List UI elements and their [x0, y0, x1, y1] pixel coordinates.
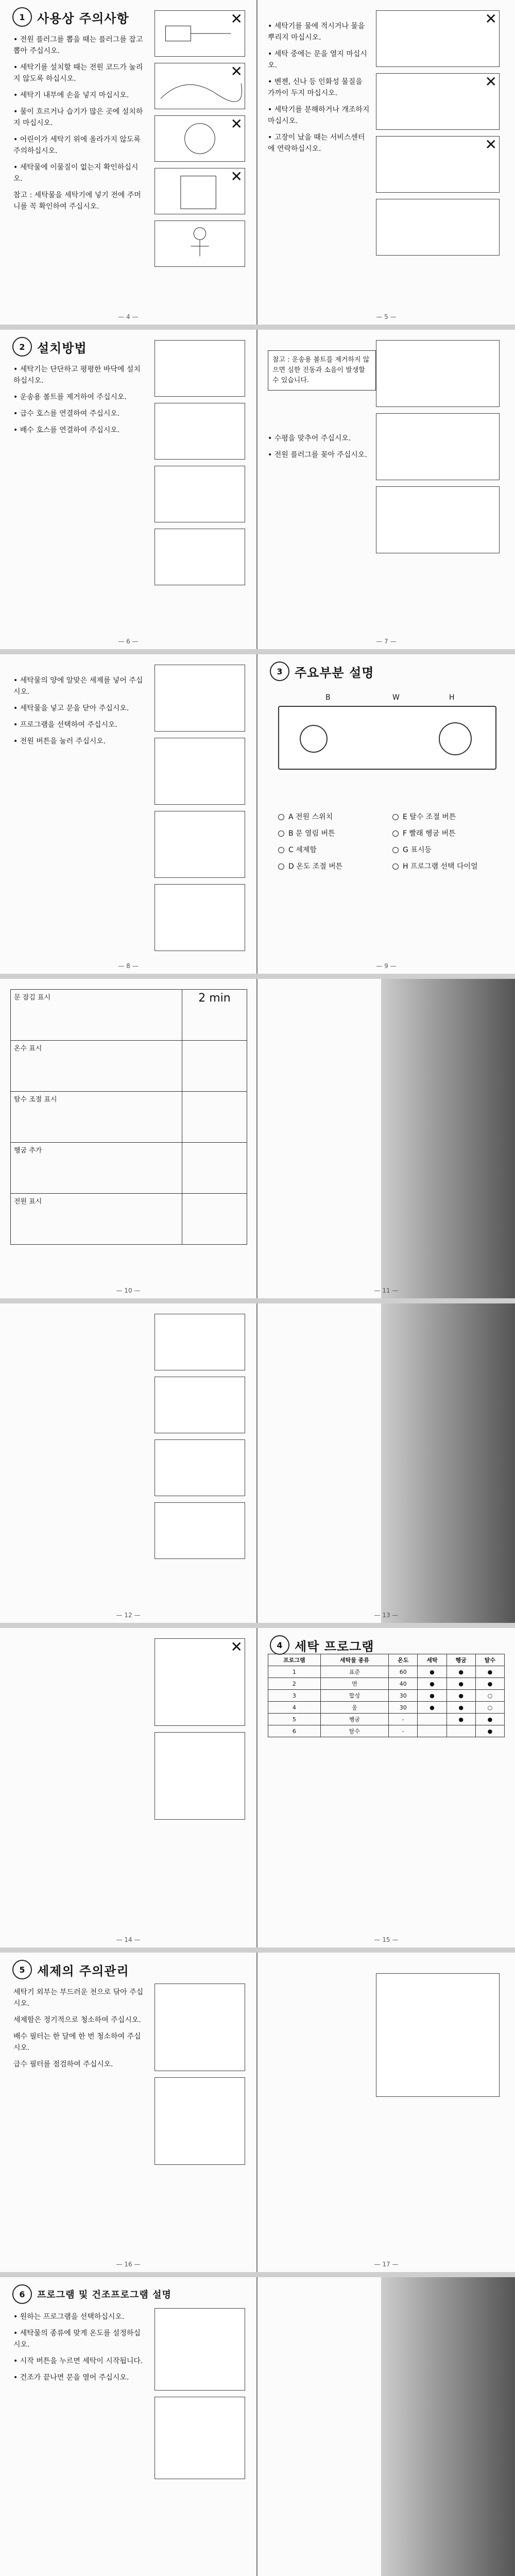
paragraph: • 물이 흐르거나 습기가 많은 곳에 설치하지 마십시오. — [13, 108, 143, 127]
section-header — [12, 337, 87, 357]
caution-note: 참고 : 운송용 볼트를 제거하지 않으면 심한 진동과 소음이 발생할 수 있습니다. — [268, 350, 376, 391]
text-column — [13, 2311, 147, 2388]
prohibited-icon: ✕ — [230, 1638, 243, 1655]
section-number: 6 — [12, 2284, 32, 2304]
paragraph: • 수평을 맞추어 주십시오. — [268, 434, 351, 443]
page-right — [258, 330, 515, 649]
section-title: 프로그램 및 건조프로그램 설명 — [37, 2290, 171, 2300]
figure-column — [154, 665, 247, 957]
illustration-drawer-1 — [154, 1314, 245, 1370]
page-gap — [0, 1298, 515, 1303]
list-item: D 온도 조절 버튼 — [278, 858, 385, 875]
prohibited-icon: ✕ — [485, 10, 497, 27]
panel-label: W — [392, 693, 400, 702]
figure-column — [154, 340, 247, 591]
illustration-start — [154, 2397, 245, 2479]
illustration-dial — [154, 811, 245, 878]
panel-label: B — [325, 693, 331, 702]
page-number: — 14 — — [116, 1936, 141, 1943]
page-left — [0, 979, 258, 1298]
page-number: — 16 — — [116, 2261, 141, 2268]
paragraph: • 시작 버튼을 누르면 세탁이 시작됩니다. — [13, 2357, 143, 2365]
page-gap — [0, 2272, 515, 2277]
paragraph: 급수 필터를 점검하여 주십시오. — [13, 2060, 113, 2069]
paragraph: 세제함은 정기적으로 청소하여 주십시오. — [13, 2016, 141, 2024]
section-title: 세제의 주의관리 — [37, 1963, 129, 1978]
paragraph: • 프로그램을 선택하여 주십시오. — [13, 721, 117, 729]
section-number: 5 — [12, 1960, 32, 1979]
section-title: 주요부분 설명 — [295, 665, 374, 680]
table-row: 2 면 40 ● ● ● — [268, 1678, 505, 1690]
note: 참고 : 세탁물을 세탁기에 넣기 전에 주머니를 꼭 확인하여 주십시오. — [13, 191, 141, 211]
table-header-row: 프로그램 세탁물 종류 온도 세탁 헹굼 탈수 — [268, 1654, 505, 1666]
paragraph: • 건조가 끝나면 문을 열어 주십시오. — [13, 2374, 129, 2382]
page-number: — 4 — — [118, 313, 139, 320]
illustration-door — [376, 73, 500, 130]
paragraph: • 전원 플러그를 뽑을 때는 플러그를 잡고 뽑아 주십시오. — [13, 36, 143, 55]
page-number: — 17 — — [374, 2261, 399, 2268]
page-left — [0, 654, 258, 974]
spread-8 — [0, 2277, 515, 2576]
page-gap — [0, 974, 515, 979]
illustration-dial-set — [154, 2308, 245, 2391]
figure-column — [376, 340, 505, 560]
table-row: 6 탈수 - ● — [268, 1725, 505, 1737]
page-gap — [0, 1947, 515, 1953]
page-right — [258, 0, 515, 325]
list-item: E 탈수 조절 버튼 — [392, 809, 500, 825]
illustration-spray — [376, 10, 500, 67]
spread-7 — [0, 1953, 515, 2272]
illustration-drain — [376, 486, 500, 553]
paragraph: • 세탁기를 설치할 때는 전원 코드가 눌리지 않도록 하십시오. — [13, 63, 143, 83]
section-number: 1 — [12, 7, 32, 27]
text-column — [268, 21, 371, 160]
page-gap — [0, 649, 515, 654]
figure-column — [154, 1638, 247, 1826]
illustration-drawer-4 — [154, 1502, 245, 1559]
table-row: 온수 표시 — [11, 1041, 247, 1092]
illustration-ok — [154, 1732, 245, 1820]
illustration-water — [154, 168, 245, 214]
illustration-drawer-2 — [154, 1377, 245, 1433]
program-table — [268, 1654, 505, 1737]
table-row: 3 합성 30 ● ● ○ — [268, 1690, 505, 1702]
paragraph: • 세탁물의 종류에 맞게 온도를 설정하십시오. — [13, 2329, 141, 2349]
page-number: — 11 — — [374, 1287, 399, 1294]
list-item: C 세제함 — [278, 842, 385, 858]
paragraph: • 배수 호스를 연결하여 주십시오. — [13, 426, 120, 434]
table-row: 4 울 30 ● ● ○ — [268, 1702, 505, 1714]
page-left — [0, 330, 258, 649]
list-item: H 프로그램 선택 다이얼 — [392, 858, 500, 875]
section-title: 사용상 주의사항 — [37, 11, 129, 26]
paragraph: • 전원 버튼을 눌러 주십시오. — [13, 737, 106, 745]
text-column — [13, 364, 147, 441]
illustration-filter — [154, 2077, 245, 2165]
spread-6 — [0, 1628, 515, 1947]
table-row: 전원 표시 — [11, 1194, 247, 1245]
paragraph: • 고장이 났을 때는 서비스센터에 연락하십시오. — [268, 133, 365, 153]
paragraph: • 전원 플러그를 꽂아 주십시오. — [268, 451, 367, 459]
illustration-repair — [376, 199, 500, 256]
illustration-level-floor — [154, 340, 245, 397]
paragraph: • 어린이가 세탁기 위에 올라가지 않도록 주의하십시오. — [13, 135, 141, 155]
page-right — [258, 654, 515, 974]
section-header — [12, 7, 129, 27]
table-row: 5 헹굼 - ● ● — [268, 1714, 505, 1725]
paragraph: • 세탁기를 물에 적시거나 물을 뿌리지 마십시오. — [268, 22, 365, 42]
page-right — [258, 2277, 515, 2576]
prohibited-icon: ✕ — [230, 168, 243, 185]
section-header — [270, 1635, 374, 1655]
illustration-load — [154, 738, 245, 805]
illustration-benzene — [376, 136, 500, 193]
page-number: — 7 — — [376, 638, 397, 645]
section-title: 설치방법 — [37, 341, 87, 355]
text-column — [13, 1987, 147, 2075]
knob-icon — [300, 725, 328, 753]
spread-4 — [0, 979, 515, 1298]
paragraph: • 운송용 볼트를 제거하여 주십시오. — [13, 393, 127, 401]
illustration-hose-clean — [376, 1973, 500, 2097]
paragraph: • 세탁 중에는 문을 열지 마십시오. — [268, 50, 367, 70]
illustration-cord — [154, 63, 245, 109]
illustration-plug — [154, 10, 245, 57]
page-number: — 9 — — [376, 962, 397, 970]
parts-list — [278, 809, 500, 875]
text-column — [13, 675, 147, 752]
illustration-cabinet — [154, 1984, 245, 2071]
illustration-transport-bolt — [154, 403, 245, 460]
illustration-leveling — [376, 340, 500, 407]
prohibited-icon: ✕ — [485, 136, 497, 153]
paragraph: • 급수 호스를 연결하여 주십시오. — [13, 410, 120, 418]
table-row: 헹굼 추가 — [11, 1143, 247, 1194]
page-gap — [0, 1623, 515, 1628]
table-row: 1 표준 60 ● ● ● — [268, 1666, 505, 1678]
paragraph: 세탁기 외부는 부드러운 천으로 닦아 주십시오. — [13, 1988, 144, 2008]
figure-column — [154, 1984, 247, 2171]
prohibited-icon: ✕ — [230, 63, 243, 80]
paragraph: • 세탁기 내부에 손을 넣지 마십시오. — [13, 91, 129, 99]
section-number: 2 — [12, 337, 32, 357]
list-item: B 문 열림 버튼 — [278, 825, 385, 842]
list-item: A 전원 스위치 — [278, 809, 385, 825]
illustration-warning-1 — [154, 1638, 245, 1726]
figure-column — [376, 10, 505, 262]
illustration-drawer-3 — [154, 1439, 245, 1496]
page-right — [258, 1303, 515, 1623]
figure-column — [154, 1314, 247, 1565]
spread-5 — [0, 1303, 515, 1623]
prohibited-icon: ✕ — [485, 73, 497, 90]
page-left — [0, 1953, 258, 2272]
section-header — [270, 662, 374, 681]
panel-label: H — [449, 693, 455, 702]
illustration-child — [154, 221, 245, 267]
page-right — [258, 979, 515, 1298]
page-left — [0, 2277, 258, 2576]
photo-shadow — [381, 2277, 515, 2576]
page-number: — 8 — — [118, 962, 139, 970]
illustration-detergent — [154, 665, 245, 732]
spread-1 — [0, 0, 515, 325]
section-number: 4 — [270, 1635, 289, 1655]
table-row: 탈수 조절 표시 — [11, 1092, 247, 1143]
paragraph: • 세탁물에 이물질이 없는지 확인하십시오. — [13, 163, 139, 183]
section-header — [12, 2284, 171, 2304]
indicator-table — [10, 989, 247, 1245]
paragraph: • 세탁기를 분해하거나 개조하지 마십시오. — [268, 106, 370, 125]
paragraph: 배수 필터는 한 달에 한 번 청소하여 주십시오. — [13, 2032, 141, 2052]
spread-3 — [0, 654, 515, 974]
section-number: 3 — [270, 662, 289, 681]
section-header — [12, 1960, 129, 1979]
list-item: F 빨래 헹굼 버튼 — [392, 825, 500, 842]
illustration-hand — [154, 115, 245, 162]
page-number: — 15 — — [374, 1936, 399, 1943]
dial-icon — [439, 722, 472, 755]
text-column — [13, 34, 147, 217]
paragraph: • 세탁물을 넣고 문을 닫아 주십시오. — [13, 704, 129, 713]
list-item: G 표시등 — [392, 842, 500, 858]
paragraph: • 세탁물의 양에 알맞은 세제를 넣어 주십시오. — [13, 676, 143, 696]
photo-shadow — [381, 1303, 515, 1623]
table-row: 문 잠김 표시 2 min — [11, 990, 247, 1041]
note-box — [268, 350, 376, 391]
figure-column — [154, 2308, 247, 2485]
page-number: — 6 — — [118, 638, 139, 645]
control-panel-diagram — [278, 693, 496, 770]
paragraph: • 벤젠, 신나 등 인화성 물질을 가까이 두지 마십시오. — [268, 78, 363, 97]
page-number: — 12 — — [116, 1612, 141, 1619]
photo-shadow — [381, 979, 515, 1298]
text-column — [268, 433, 371, 466]
prohibited-icon: ✕ — [230, 10, 243, 27]
illustration-power — [154, 884, 245, 951]
section-title: 세탁 프로그램 — [295, 1639, 374, 1654]
paragraph: • 원하는 프로그램을 선택하십시오. — [13, 2313, 125, 2321]
illustration-outlet — [376, 413, 500, 480]
page-number: — 5 — — [376, 313, 397, 320]
paragraph: • 세탁기는 단단하고 평평한 바닥에 설치하십시오. — [13, 365, 141, 385]
page-left — [0, 0, 258, 325]
page-number: — 10 — — [116, 1287, 141, 1294]
figure-column — [376, 1973, 505, 2103]
page-number: — 13 — — [374, 1612, 399, 1619]
page-right — [258, 1628, 515, 1947]
prohibited-icon: ✕ — [230, 115, 243, 132]
page-gap — [0, 325, 515, 330]
spread-2 — [0, 330, 515, 649]
page-right — [258, 1953, 515, 2272]
figure-column — [154, 10, 247, 273]
page-left — [0, 1303, 258, 1623]
illustration-inlet-hose — [154, 466, 245, 522]
illustration-drain-hose — [154, 529, 245, 585]
page-left — [0, 1628, 258, 1947]
